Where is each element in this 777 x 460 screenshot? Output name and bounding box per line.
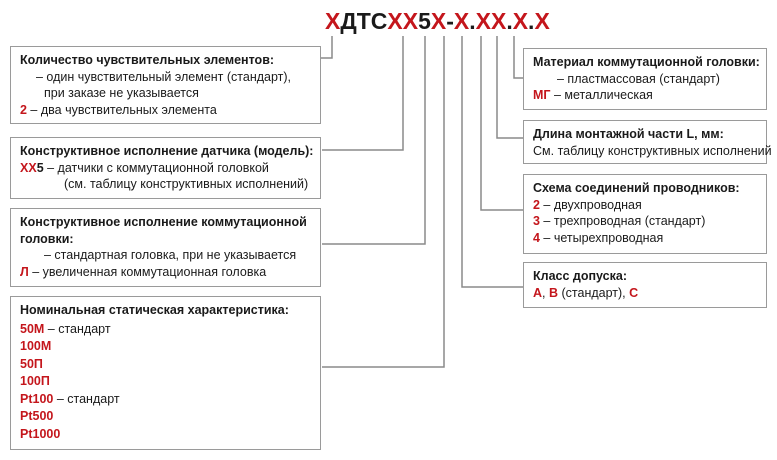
wiring-item-code: 2	[533, 197, 540, 212]
nsh-item-code: 50П	[20, 356, 43, 371]
nsh-item	[20, 391, 312, 409]
nsh-item-code: 50М	[20, 321, 45, 336]
nsh-item	[20, 338, 312, 356]
nsh-item-code: Pt1000	[20, 426, 61, 441]
material-option-code: МГ	[533, 88, 551, 102]
nsh-item	[20, 373, 312, 391]
box-head	[10, 208, 321, 287]
material-option-text: – металлическая	[550, 88, 653, 102]
connector-sensors	[320, 36, 332, 58]
wiring-item	[533, 230, 758, 247]
connector-length	[497, 36, 523, 138]
wiring-item-text: – двухпроводная	[539, 197, 642, 212]
nsh-item-code: Pt100	[20, 391, 54, 406]
head-option-code: Л	[20, 264, 29, 279]
sensor-count-line2: при заказе не указывается	[44, 86, 199, 100]
nsh-title: Номинальная статическая характеристика:	[20, 303, 289, 317]
tolerance-options	[533, 285, 758, 302]
code-part: .	[469, 8, 476, 34]
box-sensor-count	[10, 46, 321, 124]
length-title: Длина монтажной части L, мм:	[533, 127, 724, 141]
box-wiring	[523, 174, 767, 254]
code-part: Х	[325, 8, 341, 34]
wiring-item-text: – четырехпроводная	[539, 230, 664, 245]
box-material	[523, 48, 767, 110]
code-part: .	[528, 8, 535, 34]
tolerance-class-a: А	[533, 285, 543, 300]
model-code-black: 5	[36, 160, 44, 175]
box-tolerance	[523, 262, 767, 308]
nsh-item	[20, 356, 312, 374]
code-part: Х	[512, 8, 529, 34]
code-part: ДТС	[340, 8, 388, 34]
wiring-item-code: 4	[533, 230, 540, 245]
nsh-item-note: – стандарт	[53, 391, 120, 406]
connector-model	[322, 36, 403, 150]
nsh-item-note: – стандарт	[44, 321, 111, 336]
model-note: (см. таблицу конструктивных исполнений)	[64, 177, 309, 191]
nsh-item	[20, 321, 312, 339]
code-part: Х	[534, 8, 550, 34]
tolerance-sep: ,	[542, 285, 549, 300]
sensor-count-option-text: – два чувствительных элемента	[26, 102, 217, 117]
box-model	[10, 137, 321, 199]
code-part: ХХ	[387, 8, 419, 34]
wiring-item-text: – трехпроводная (стандарт)	[539, 214, 706, 228]
wiring-title: Схема соединений проводников:	[533, 181, 740, 195]
model-option	[20, 160, 312, 177]
code-part: ХХ	[475, 8, 507, 34]
model-option-text: – датчики с коммутационной головкой	[43, 160, 269, 175]
nsh-item-code: 100П	[20, 374, 50, 388]
sensor-count-title: Количество чувствительных элементов:	[20, 53, 275, 67]
head-title: Конструктивное исполнение коммутационной головки:	[20, 215, 307, 246]
box-nsh	[10, 296, 321, 450]
code-part: -	[446, 8, 454, 34]
nsh-item-code: 100М	[20, 339, 52, 353]
tolerance-class-c: С	[629, 285, 639, 300]
wiring-item	[533, 213, 758, 230]
material-line1: – пластмассовая (стандарт)	[557, 71, 720, 86]
material-option	[533, 87, 758, 104]
code-part: 5	[418, 8, 431, 34]
tolerance-b-note: (стандарт),	[558, 285, 630, 300]
connector-wiring	[481, 36, 523, 210]
sensor-count-option	[20, 102, 312, 119]
tolerance-class-b: В	[548, 285, 559, 300]
code-part: Х	[430, 8, 447, 34]
wiring-item-code: 3	[533, 214, 540, 228]
tolerance-title: Класс допуска:	[533, 269, 627, 283]
wiring-item	[533, 197, 758, 214]
sensor-count-line1: – один чувствительный элемент (стандарт),	[36, 69, 292, 84]
head-option-text: – увеличенная коммутационная головка	[28, 264, 267, 279]
model-code-red: ХХ	[20, 160, 37, 175]
nsh-item	[20, 408, 312, 426]
code-part: Х	[453, 8, 470, 34]
length-line1: См. таблицу конструктивных исполнений	[533, 143, 772, 158]
connector-material	[514, 36, 523, 78]
head-option	[20, 264, 312, 281]
material-title: Материал коммутационной головки:	[533, 55, 760, 69]
code-part: .	[506, 8, 513, 34]
nsh-item	[20, 426, 312, 444]
model-title: Конструктивное исполнение датчика (модель):	[20, 144, 314, 158]
head-line1: – стандартная головка, при не указывается	[44, 248, 297, 262]
nsh-item-code: Pt500	[20, 409, 54, 423]
sensor-count-option-code: 2	[20, 102, 27, 117]
connector-head	[322, 36, 425, 244]
box-length	[523, 120, 772, 164]
